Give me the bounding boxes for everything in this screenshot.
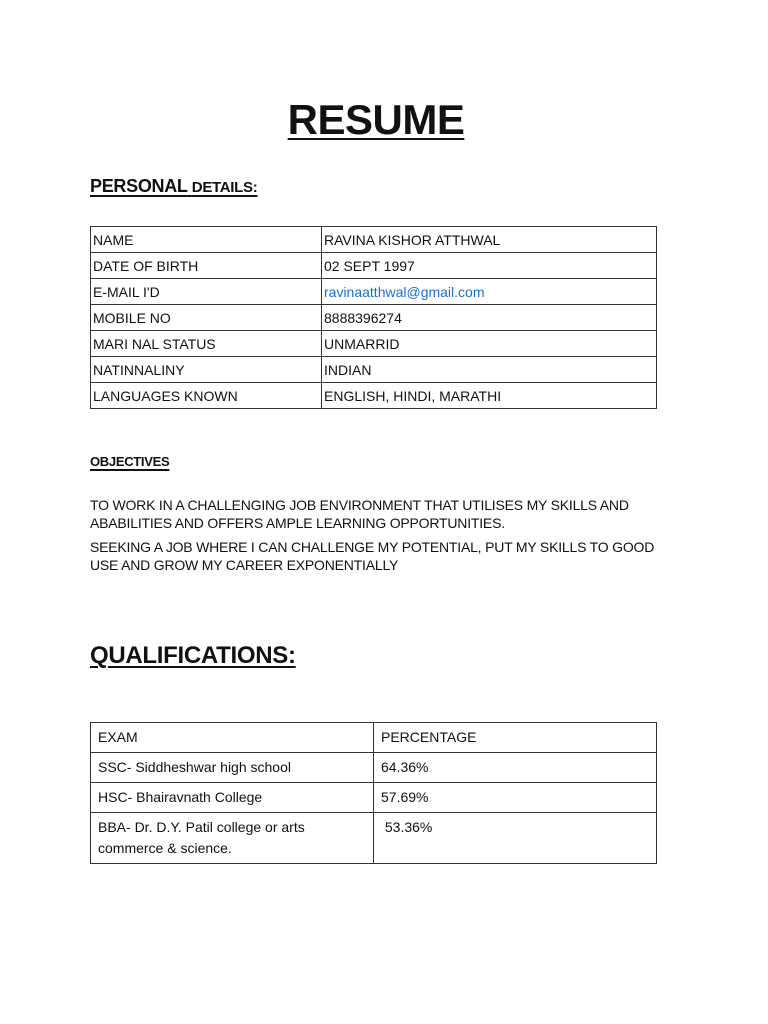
table-row	[91, 783, 657, 813]
percentage-cell: 57.69%	[374, 783, 657, 813]
qualifications-heading: QUALIFICATIONS:	[90, 642, 296, 669]
objective-paragraph: TO WORK IN A CHALLENGING JOB ENVIRONMENT THAT UTILISES MY SKILLS AND ABABILITIES AND OFFERS AMPLE LEARNING OPPORTUNITIES.	[90, 497, 629, 531]
row-value-name: RAVINA KISHOR ATTHWAL	[322, 227, 657, 253]
row-value-email	[322, 279, 657, 305]
email-link[interactable]: ravinaatthwal@gmail.com	[324, 283, 485, 300]
exam-cell: BBA- Dr. D.Y. Patil college or arts commerce & science.	[91, 813, 374, 864]
personal-heading-suffix: DETAILS:	[191, 179, 258, 196]
table-row	[91, 227, 657, 253]
table-header-row	[91, 723, 657, 753]
table-row	[91, 279, 657, 305]
personal-heading-main: PERSONAL	[90, 176, 188, 196]
row-label-name: NAME	[91, 227, 322, 253]
table-row	[91, 383, 657, 409]
table-row	[91, 357, 657, 383]
exam-cell: HSC- Bhairavnath College	[91, 783, 374, 813]
table-row	[91, 813, 657, 864]
row-value-marital-status: UNMARRID	[322, 331, 657, 357]
row-value-dob: 02 SEPT 1997	[322, 253, 657, 279]
row-label-dob: DATE OF BIRTH	[91, 253, 322, 279]
percentage-cell: 53.36%	[374, 813, 657, 864]
row-value-mobile: 8888396274	[322, 305, 657, 331]
personal-details-heading	[90, 176, 257, 197]
table-row	[91, 253, 657, 279]
row-label-languages: LANGUAGES KNOWN	[91, 383, 322, 409]
percentage-cell: 64.36%	[374, 753, 657, 783]
column-header-exam: EXAM	[91, 723, 374, 753]
column-header-percentage: PERCENTAGE	[374, 723, 657, 753]
row-label-nationality: NATINNALINY	[91, 357, 322, 383]
row-value-nationality: INDIAN	[322, 357, 657, 383]
table-row	[91, 331, 657, 357]
objectives-heading: OBJECTIVES	[90, 454, 170, 469]
qualifications-table	[90, 722, 657, 864]
table-row	[91, 305, 657, 331]
row-label-email: E-MAIL I'D	[91, 279, 322, 305]
objective-paragraph: SEEKING A JOB WHERE I CAN CHALLENGE MY POTENTIAL, PUT MY SKILLS TO GOOD USE AND GROW MY CAREER EXPONENTIALLY	[90, 539, 655, 573]
exam-cell: SSC- Siddheshwar high school	[91, 753, 374, 783]
personal-details-table	[90, 226, 657, 409]
row-label-mobile: MOBILE NO	[91, 305, 322, 331]
resume-title: RESUME	[287, 96, 465, 143]
row-label-marital-status: MARI NAL STATUS	[91, 331, 322, 357]
table-row	[91, 753, 657, 783]
row-value-languages: ENGLISH, HINDI, MARATHI	[322, 383, 657, 409]
